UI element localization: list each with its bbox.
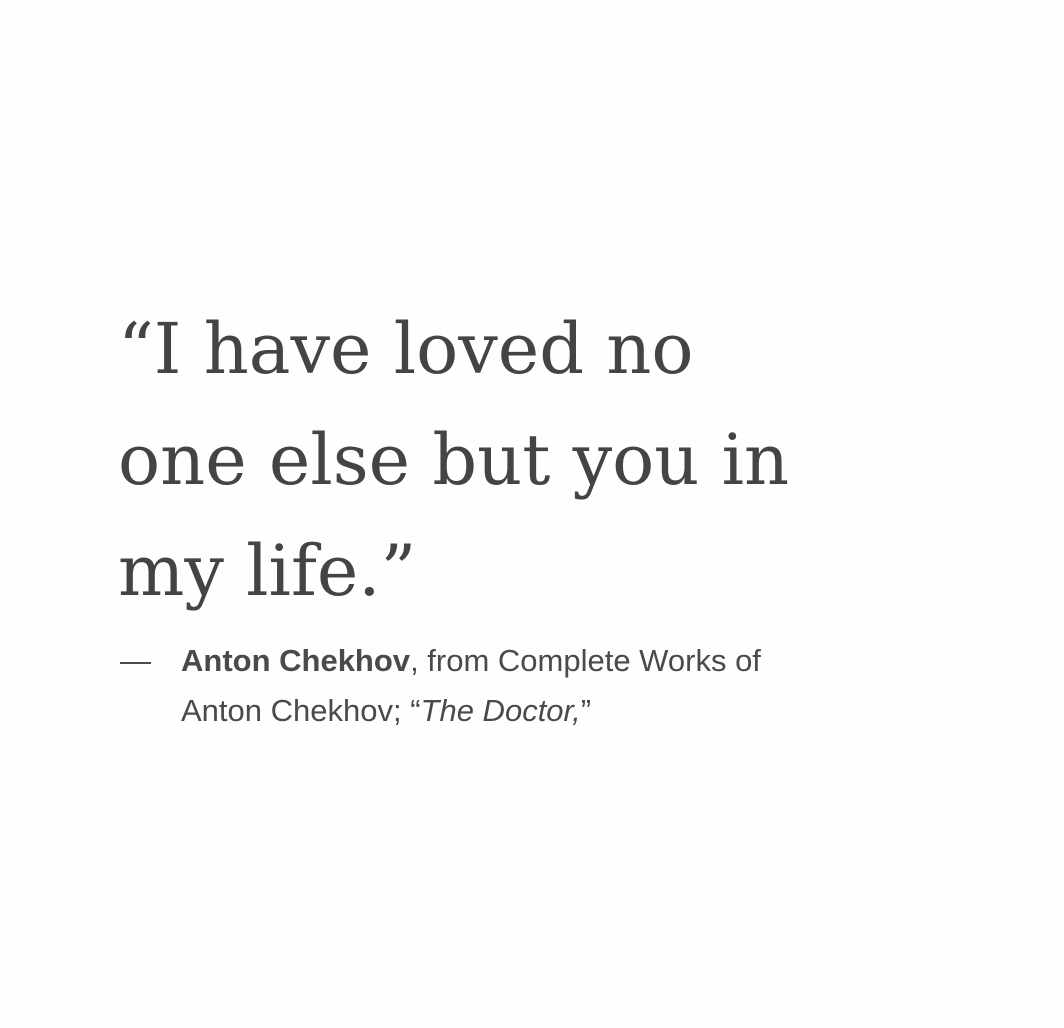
work-title: The Doctor, (420, 693, 581, 728)
quote-text (118, 294, 938, 627)
attribution-line-1 (181, 636, 940, 686)
source-prefix: , from Complete Works of (410, 643, 761, 678)
closing-quote: ” (580, 693, 592, 728)
attribution-body (181, 636, 940, 736)
attribution-line-2 (181, 686, 940, 736)
attribution-dash: — (120, 643, 151, 678)
quote-line-1: “I have loved no (118, 308, 694, 390)
attribution (120, 636, 940, 736)
author-name: Anton Chekhov (181, 643, 411, 678)
quote-line-2: one else but you in (118, 419, 790, 501)
quote-line-3: my life.” (118, 530, 417, 612)
source-line-2: Anton Chekhov; “ (181, 693, 421, 728)
